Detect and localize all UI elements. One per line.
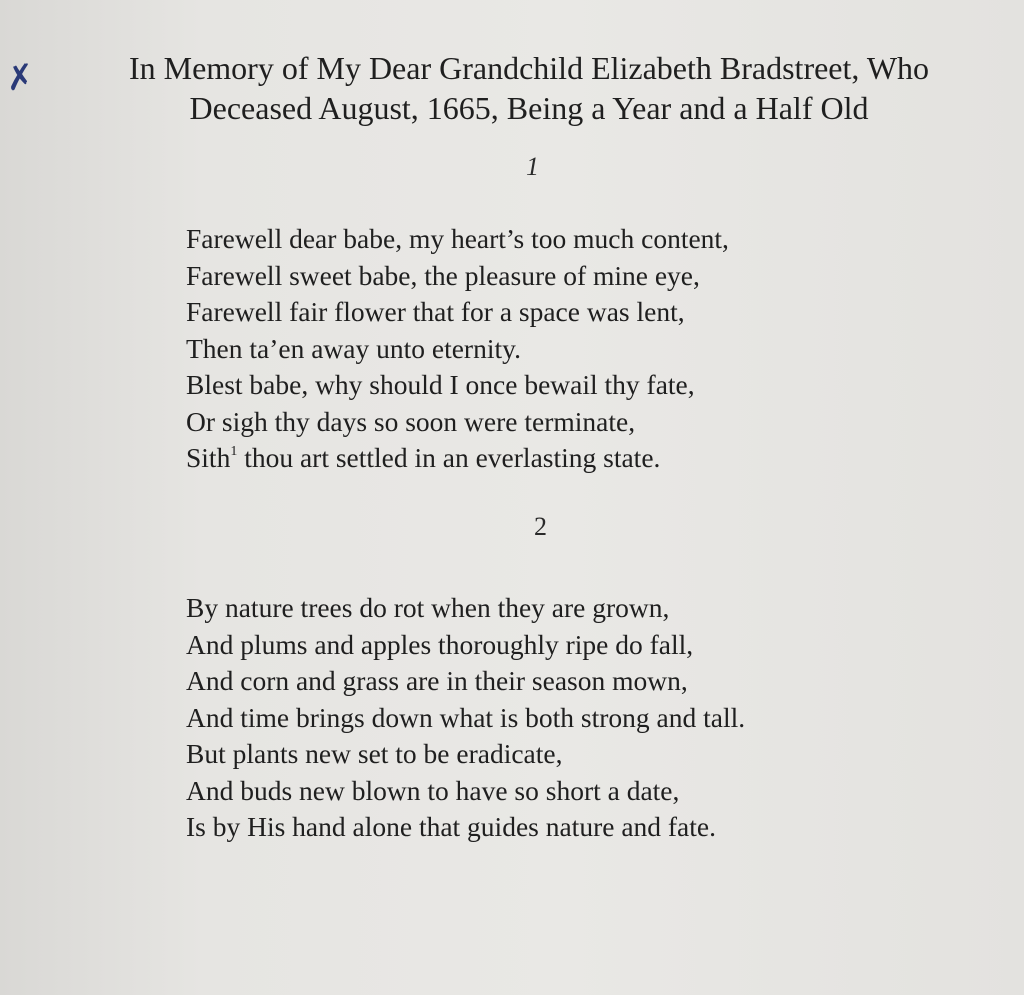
verse-line: And corn and grass are in their season mown, <box>186 665 688 696</box>
verse-line: Is by His hand alone that guides nature and fate. <box>186 811 716 842</box>
verse-text: thou art settled in an everlasting state. <box>237 442 661 473</box>
stanza-number-1: 1 <box>526 152 539 181</box>
verse-line: By nature trees do rot when they are grown, <box>186 592 670 623</box>
footnote-marker[interactable]: 1 <box>230 444 238 459</box>
verse-line: But plants new set to be eradicate, <box>186 738 563 769</box>
stanza-number-2: 2 <box>534 512 547 541</box>
verse-line: And time brings down what is both strong and tall. <box>186 701 746 733</box>
verse-line: Farewell sweet babe, the pleasure of mine eye, <box>186 259 700 291</box>
stanza-1 <box>186 221 729 477</box>
verse-line: Farewell dear babe, my heart’s too much content, <box>186 223 729 254</box>
handwritten-x-mark-icon: ✗ <box>3 58 37 99</box>
poem-title-line-2: Deceased August, 1665, Being a Year and a Half Old <box>189 90 869 126</box>
verse-line-with-footnote <box>186 440 729 477</box>
verse-line: And plums and apples thoroughly ripe do fall, <box>186 628 694 660</box>
poem-title <box>44 48 1014 128</box>
poem-title-line-1: In Memory of My Dear Grandchild Elizabeth Bradstreet, Who <box>128 50 930 86</box>
verse-text: Sith <box>186 442 231 473</box>
verse-line: Or sigh thy days so soon were terminate, <box>186 405 636 437</box>
verse-line: Then ta’en away unto eternity. <box>186 332 521 364</box>
stanza-2 <box>186 590 745 846</box>
verse-line: Blest babe, why should I once bewail thy fate, <box>186 369 695 400</box>
verse-line: Farewell fair flower that for a space was lent, <box>186 296 685 327</box>
verse-line: And buds new blown to have so short a date, <box>186 774 680 806</box>
